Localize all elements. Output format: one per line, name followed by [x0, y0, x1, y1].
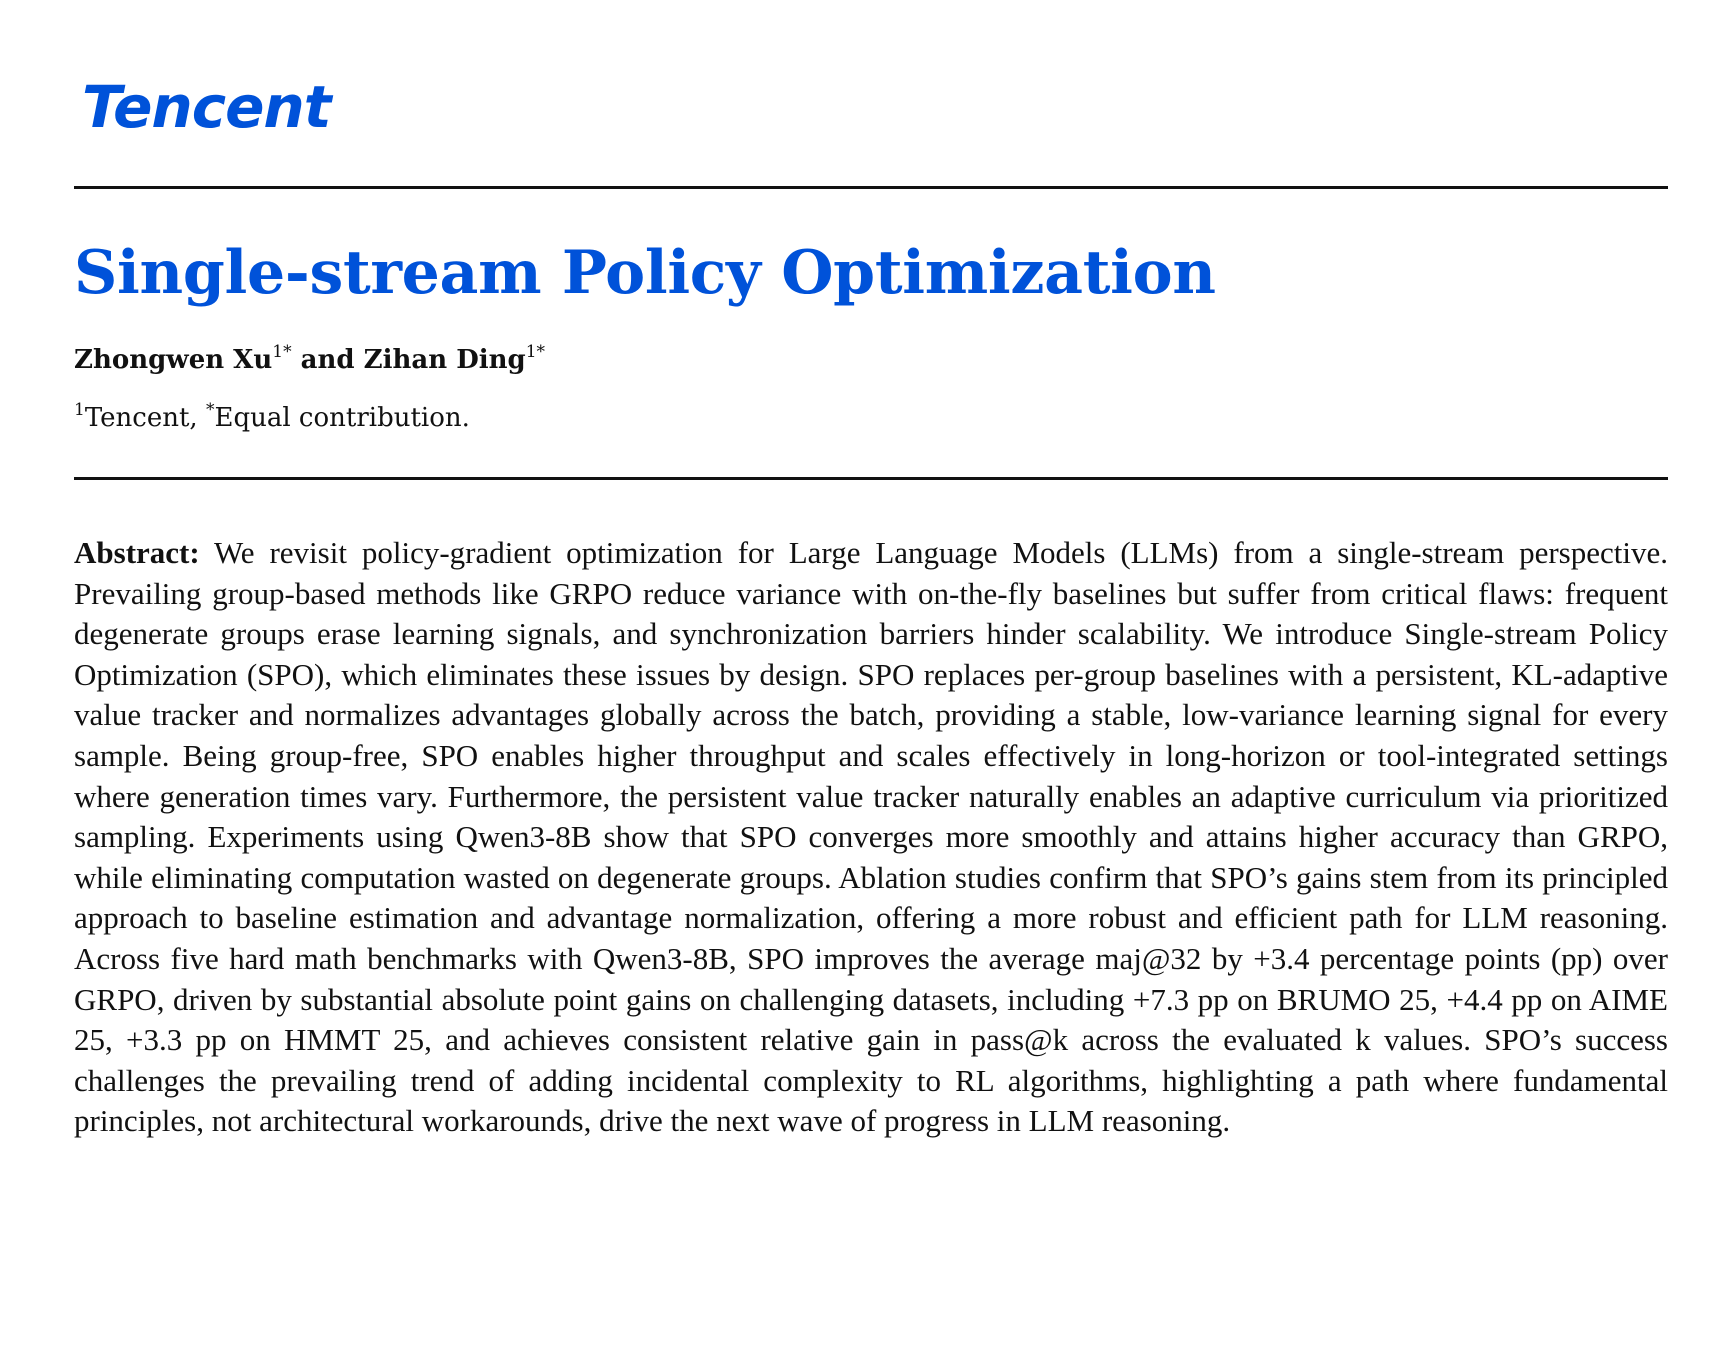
affiliation-marker: * — [205, 400, 215, 420]
author-list — [74, 344, 545, 378]
affiliation-text: Tencent, — [84, 403, 198, 433]
tencent-logo: Tencent — [82, 73, 331, 141]
author-marker: 1* — [272, 342, 292, 362]
author-separator: and — [300, 345, 355, 375]
abstract — [74, 533, 1668, 1142]
author-marker: 1* — [525, 342, 546, 362]
bottom-divider — [74, 477, 1668, 480]
author-name: Zihan Ding — [363, 345, 526, 375]
affiliation-text: Equal contribution. — [214, 403, 470, 433]
affiliations — [74, 402, 470, 436]
top-divider — [74, 186, 1668, 189]
affiliation-marker: 1 — [74, 400, 85, 420]
paper-title: Single-stream Policy Optimization — [74, 238, 1216, 308]
abstract-label: Abstract: — [74, 535, 200, 570]
author-name: Zhongwen Xu — [74, 345, 273, 375]
abstract-text: We revisit policy-gradient optimization for Large Language Models (LLMs) from a single-stream perspective. Prevailing group-based methods like GRPO reduce variance with on-the-fly baselines but suffer from critical flaws: frequent degenerate groups erase learning signals, and synchronization barriers hinder scalability. We introduce Single-stream Policy Optimization (SPO), which eliminates these issues by design. SPO replaces per-group baselines with a persistent, KL-adaptive value tracker and normalizes advantages globally across the batch, providing a stable, low-variance learning signal for every sample. Being group-free, SPO enables higher throughput and scales effectively in long-horizon or tool-integrated settings where generation times vary. Furthermore, the persistent value tracker naturally enables an adaptive curriculum via prioritized sampling. Experiments using Qwen3-8B show that SPO converges more smoothly and attains higher accuracy than GRPO, while eliminating computation wasted on degenerate groups. Ablation studies confirm that SPO’s gains stem from its principled approach to baseline estimation and advantage normalization, offering a more robust and efficient path for LLM reasoning. Across five hard math benchmarks with Qwen3-8B, SPO improves the average maj@32 by +3.4 percentage points (pp) over GRPO, driven by substantial absolute point gains on challenging datasets, including +7.3 pp on BRUMO 25, +4.4 pp on AIME 25, +3.3 pp on HMMT 25, and achieves consistent relative gain in pass@k across the evaluated k values. SPO’s success challenges the prevailing trend of adding incidental complexity to RL algorithms, highlighting a path where fundamental principles, not architectural workarounds, drive the next wave of progress in LLM reasoning. — [74, 535, 1668, 1139]
